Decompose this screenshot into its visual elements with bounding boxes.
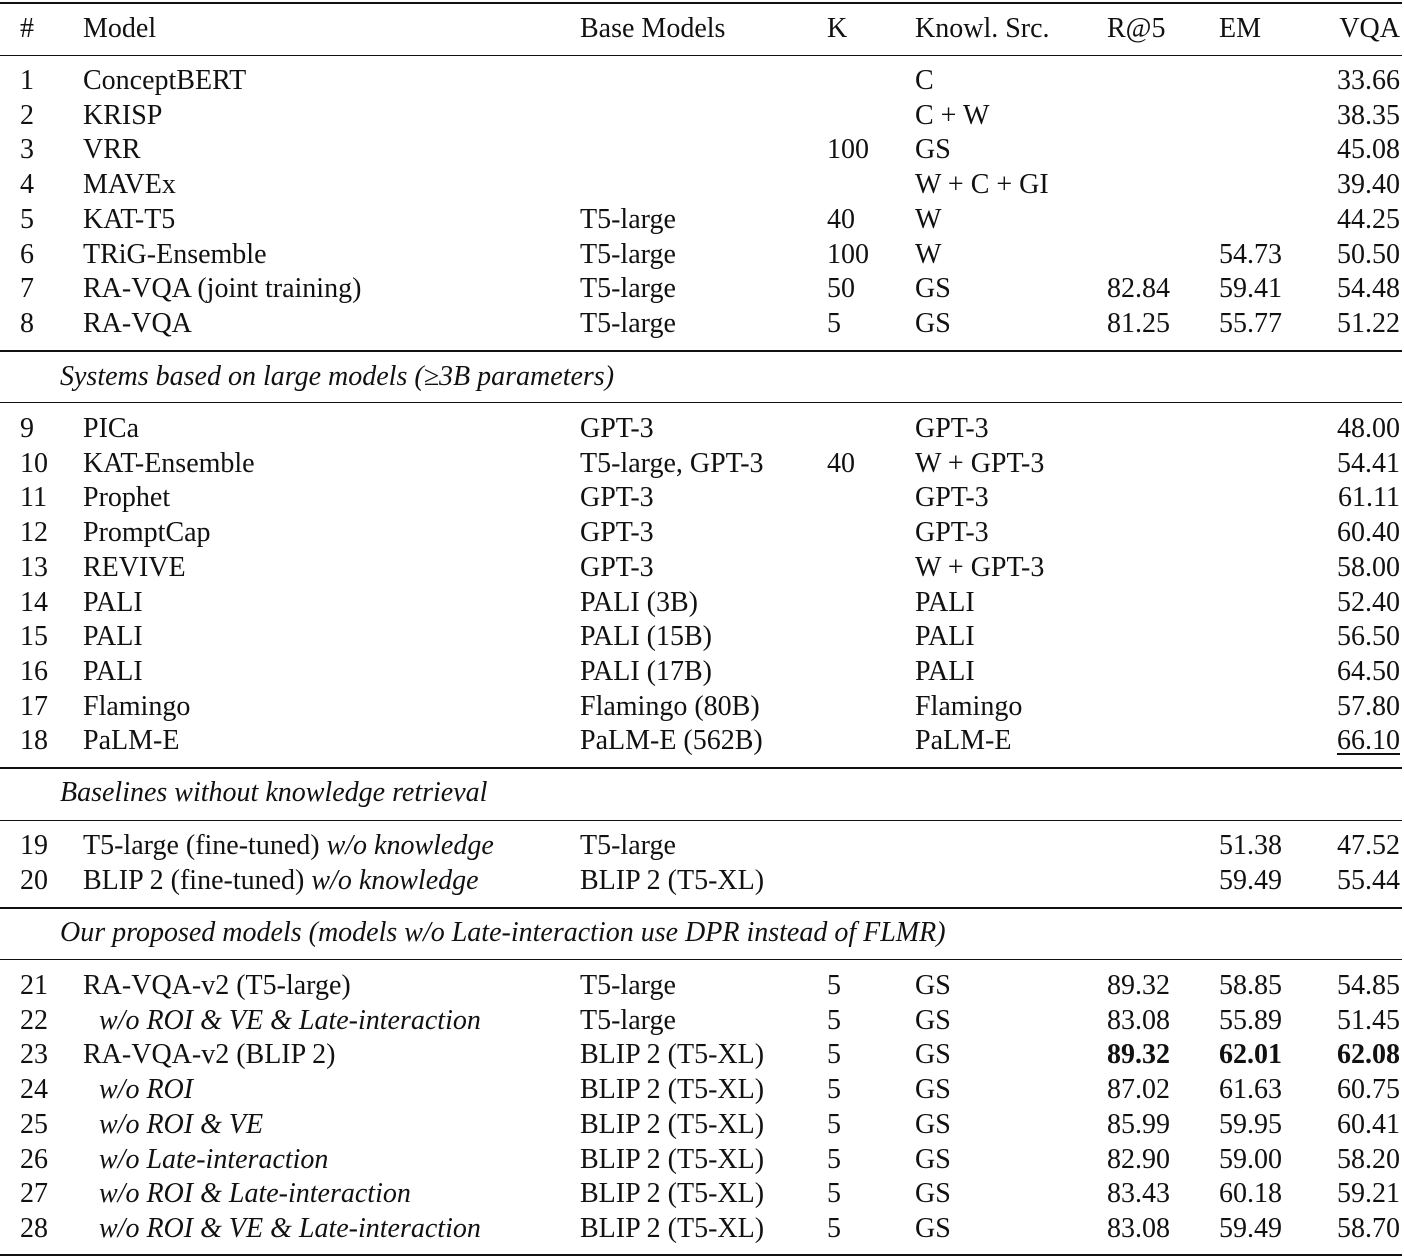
- cell-src: GS: [915, 1109, 951, 1140]
- cell-model: KAT-T5: [83, 204, 176, 235]
- cell-base: PALI (3B): [580, 587, 698, 618]
- header-em: EM: [1219, 13, 1261, 44]
- cell-idx: 20: [20, 865, 48, 896]
- cell-src: PaLM-E: [915, 725, 1012, 756]
- cell-k: 40: [827, 204, 855, 235]
- cell-idx: 17: [20, 691, 48, 722]
- cell-model: w/o ROI & Late-interaction: [99, 1178, 411, 1209]
- cell-em: 54.73: [1219, 239, 1282, 270]
- cell-src: W: [915, 204, 942, 235]
- cell-model: TRiG-Ensemble: [83, 239, 267, 270]
- cell-vqa: 58.00: [1337, 552, 1400, 583]
- cell-model: RA-VQA (joint training): [83, 273, 362, 304]
- cell-src: GS: [915, 1178, 951, 1209]
- cell-r5: 82.84: [1107, 273, 1170, 304]
- cell-src: W: [915, 239, 942, 270]
- cell-vqa: 58.20: [1337, 1144, 1400, 1175]
- cell-idx: 8: [20, 308, 34, 339]
- cell-idx: 6: [20, 239, 34, 270]
- cell-em: 59.49: [1219, 865, 1282, 896]
- cell-r5: 81.25: [1107, 308, 1170, 339]
- header-recall-at-5: R@5: [1107, 13, 1166, 44]
- cell-src: GS: [915, 1144, 951, 1175]
- cell-model: RA-VQA-v2 (T5-large): [83, 970, 351, 1001]
- section-title: Baselines without knowledge retrieval: [60, 777, 488, 808]
- cell-src: GS: [915, 134, 951, 165]
- cell-src: PALI: [915, 621, 975, 652]
- cell-vqa: 54.85: [1337, 970, 1400, 1001]
- cell-model: REVIVE: [83, 552, 186, 583]
- cell-r5: 83.08: [1107, 1005, 1170, 1036]
- cell-idx: 3: [20, 134, 34, 165]
- section-rule-bottom: [0, 820, 1402, 821]
- cell-model: KRISP: [83, 100, 163, 131]
- cell-model: w/o ROI & VE & Late-interaction: [99, 1213, 481, 1244]
- cell-k: 5: [827, 1005, 841, 1036]
- header-idx: #: [20, 13, 34, 44]
- cell-r5: 89.32: [1107, 1039, 1170, 1070]
- cell-k: 5: [827, 1074, 841, 1105]
- cell-k: 100: [827, 134, 869, 165]
- cell-vqa: 60.40: [1337, 517, 1400, 548]
- cell-base: T5-large: [580, 273, 676, 304]
- cell-vqa: 50.50: [1337, 239, 1400, 270]
- cell-k: 5: [827, 1178, 841, 1209]
- cell-base: T5-large: [580, 239, 676, 270]
- cell-base: PALI (17B): [580, 656, 712, 687]
- cell-r5: 89.32: [1107, 970, 1170, 1001]
- cell-idx: 25: [20, 1109, 48, 1140]
- cell-em: 59.49: [1219, 1213, 1282, 1244]
- cell-em: 55.89: [1219, 1005, 1282, 1036]
- model-name: BLIP 2 (fine-tuned): [83, 865, 305, 896]
- cell-k: 5: [827, 1213, 841, 1244]
- cell-base: T5-large, GPT-3: [580, 448, 764, 479]
- cell-model: MAVEx: [83, 169, 176, 200]
- section-title: Our proposed models (models w/o Late-interaction use DPR instead of FLMR): [60, 917, 946, 948]
- cell-idx: 2: [20, 100, 34, 131]
- cell-vqa: 45.08: [1337, 134, 1400, 165]
- cell-model: [83, 829, 494, 863]
- header-knowledge-source: Knowl. Src.: [915, 13, 1050, 44]
- cell-em: 60.18: [1219, 1178, 1282, 1209]
- header-rule: [0, 55, 1402, 56]
- cell-base: BLIP 2 (T5-XL): [580, 1074, 765, 1105]
- cell-vqa: 51.45: [1337, 1005, 1400, 1036]
- cell-model: VRR: [83, 134, 141, 165]
- cell-base: PaLM-E (562B): [580, 725, 763, 756]
- cell-idx: 9: [20, 413, 34, 444]
- cell-r5: 85.99: [1107, 1109, 1170, 1140]
- cell-k: 5: [827, 1109, 841, 1140]
- cell-model: w/o ROI & VE & Late-interaction: [99, 1005, 481, 1036]
- cell-src: GS: [915, 1074, 951, 1105]
- cell-model: w/o ROI & VE: [99, 1109, 264, 1140]
- cell-r5: 87.02: [1107, 1074, 1170, 1105]
- cell-src: GS: [915, 1005, 951, 1036]
- cell-vqa: 60.41: [1337, 1109, 1400, 1140]
- cell-vqa: 51.22: [1337, 308, 1400, 339]
- cell-vqa: 66.10: [1337, 725, 1400, 756]
- cell-idx: 4: [20, 169, 34, 200]
- cell-idx: 21: [20, 970, 48, 1001]
- cell-base: GPT-3: [580, 482, 654, 513]
- cell-idx: 22: [20, 1005, 48, 1036]
- cell-model: w/o ROI: [99, 1074, 194, 1105]
- cell-r5: 83.08: [1107, 1213, 1170, 1244]
- cell-vqa: 38.35: [1337, 100, 1400, 131]
- cell-base: BLIP 2 (T5-XL): [580, 1109, 765, 1140]
- cell-model: RA-VQA: [83, 308, 192, 339]
- cell-em: 59.41: [1219, 273, 1282, 304]
- cell-src: GPT-3: [915, 482, 989, 513]
- section-rule-bottom: [0, 959, 1402, 960]
- cell-vqa: 57.80: [1337, 691, 1400, 722]
- cell-idx: 10: [20, 448, 48, 479]
- cell-src: PALI: [915, 587, 975, 618]
- cell-r5: 82.90: [1107, 1144, 1170, 1175]
- cell-base: GPT-3: [580, 413, 654, 444]
- cell-k: 5: [827, 1144, 841, 1175]
- cell-idx: 13: [20, 552, 48, 583]
- cell-idx: 27: [20, 1178, 48, 1209]
- cell-src: GPT-3: [915, 413, 989, 444]
- cell-k: 5: [827, 308, 841, 339]
- cell-model: PICa: [83, 413, 139, 444]
- cell-model: PALI: [83, 587, 143, 618]
- cell-model: [83, 864, 479, 898]
- cell-base: T5-large: [580, 308, 676, 339]
- cell-idx: 26: [20, 1144, 48, 1175]
- cell-base: BLIP 2 (T5-XL): [580, 1144, 765, 1175]
- cell-base: BLIP 2 (T5-XL): [580, 1213, 765, 1244]
- cell-src: W + C + GI: [915, 169, 1049, 200]
- cell-vqa: 62.08: [1337, 1039, 1400, 1070]
- cell-src: GS: [915, 970, 951, 1001]
- model-suffix: w/o knowledge: [311, 865, 479, 896]
- cell-vqa: 58.70: [1337, 1213, 1400, 1244]
- section-rule-top: [0, 350, 1402, 352]
- cell-em: 55.77: [1219, 308, 1282, 339]
- cell-em: 62.01: [1219, 1039, 1282, 1070]
- cell-vqa: 55.44: [1337, 865, 1400, 896]
- cell-vqa: 54.41: [1337, 448, 1400, 479]
- cell-vqa: 39.40: [1337, 169, 1400, 200]
- cell-k: 5: [827, 1039, 841, 1070]
- cell-src: W + GPT-3: [915, 448, 1045, 479]
- cell-src: W + GPT-3: [915, 552, 1045, 583]
- cell-src: GS: [915, 308, 951, 339]
- cell-idx: 19: [20, 830, 48, 861]
- model-suffix: w/o knowledge: [326, 830, 494, 861]
- cell-idx: 24: [20, 1074, 48, 1105]
- header-model: Model: [83, 13, 157, 44]
- cell-src: C + W: [915, 100, 990, 131]
- cell-base: PALI (15B): [580, 621, 712, 652]
- cell-idx: 7: [20, 273, 34, 304]
- cell-idx: 14: [20, 587, 48, 618]
- cell-src: GPT-3: [915, 517, 989, 548]
- section-title: Systems based on large models (≥3B parameters): [60, 361, 615, 392]
- cell-idx: 12: [20, 517, 48, 548]
- cell-vqa: 44.25: [1337, 204, 1400, 235]
- cell-vqa: 33.66: [1337, 65, 1400, 96]
- cell-model: Flamingo: [83, 691, 191, 722]
- cell-vqa: 61.11: [1338, 482, 1400, 513]
- cell-base: GPT-3: [580, 552, 654, 583]
- cell-src: PALI: [915, 656, 975, 687]
- cell-em: 51.38: [1219, 830, 1282, 861]
- cell-base: BLIP 2 (T5-XL): [580, 1039, 765, 1070]
- cell-src: GS: [915, 1213, 951, 1244]
- cell-idx: 28: [20, 1213, 48, 1244]
- cell-src: GS: [915, 1039, 951, 1070]
- cell-model: w/o Late-interaction: [99, 1144, 329, 1175]
- cell-model: PALI: [83, 621, 143, 652]
- cell-r5: 83.43: [1107, 1178, 1170, 1209]
- top-rule: [0, 2, 1402, 4]
- cell-idx: 16: [20, 656, 48, 687]
- cell-vqa: 54.48: [1337, 273, 1400, 304]
- header-vqa: VQA: [1339, 13, 1400, 44]
- cell-base: Flamingo (80B): [580, 691, 760, 722]
- cell-base: GPT-3: [580, 517, 654, 548]
- section-rule-top: [0, 767, 1402, 769]
- section-rule-top: [0, 907, 1402, 909]
- cell-base: BLIP 2 (T5-XL): [580, 1178, 765, 1209]
- cell-base: T5-large: [580, 204, 676, 235]
- cell-vqa: 47.52: [1337, 830, 1400, 861]
- cell-model: ConceptBERT: [83, 65, 247, 96]
- cell-idx: 5: [20, 204, 34, 235]
- cell-idx: 15: [20, 621, 48, 652]
- cell-src: GS: [915, 273, 951, 304]
- cell-vqa: 52.40: [1337, 587, 1400, 618]
- header-k: K: [827, 13, 848, 44]
- cell-k: 5: [827, 970, 841, 1001]
- cell-vqa: 48.00: [1337, 413, 1400, 444]
- cell-em: 59.00: [1219, 1144, 1282, 1175]
- cell-src: C: [915, 65, 934, 96]
- cell-model: PALI: [83, 656, 143, 687]
- cell-idx: 23: [20, 1039, 48, 1070]
- cell-vqa: 60.75: [1337, 1074, 1400, 1105]
- cell-model: Prophet: [83, 482, 171, 513]
- cell-src: Flamingo: [915, 691, 1023, 722]
- cell-base: T5-large: [580, 970, 676, 1001]
- cell-model: KAT-Ensemble: [83, 448, 255, 479]
- cell-model: PromptCap: [83, 517, 211, 548]
- cell-k: 40: [827, 448, 855, 479]
- cell-em: 61.63: [1219, 1074, 1282, 1105]
- cell-em: 59.95: [1219, 1109, 1282, 1140]
- cell-base: BLIP 2 (T5-XL): [580, 865, 765, 896]
- model-name: T5-large (fine-tuned): [83, 830, 320, 861]
- cell-model: PaLM-E: [83, 725, 180, 756]
- cell-base: T5-large: [580, 1005, 676, 1036]
- cell-k: 100: [827, 239, 869, 270]
- cell-vqa: 64.50: [1337, 656, 1400, 687]
- cell-vqa: 59.21: [1337, 1178, 1400, 1209]
- cell-k: 50: [827, 273, 855, 304]
- cell-idx: 1: [20, 65, 34, 96]
- header-base-models: Base Models: [580, 13, 726, 44]
- cell-em: 58.85: [1219, 970, 1282, 1001]
- cell-base: T5-large: [580, 830, 676, 861]
- cell-idx: 18: [20, 725, 48, 756]
- section-rule-bottom: [0, 402, 1402, 403]
- cell-model: RA-VQA-v2 (BLIP 2): [83, 1039, 336, 1070]
- cell-idx: 11: [20, 482, 47, 513]
- bottom-rule: [0, 1254, 1402, 1256]
- cell-vqa: 56.50: [1337, 621, 1400, 652]
